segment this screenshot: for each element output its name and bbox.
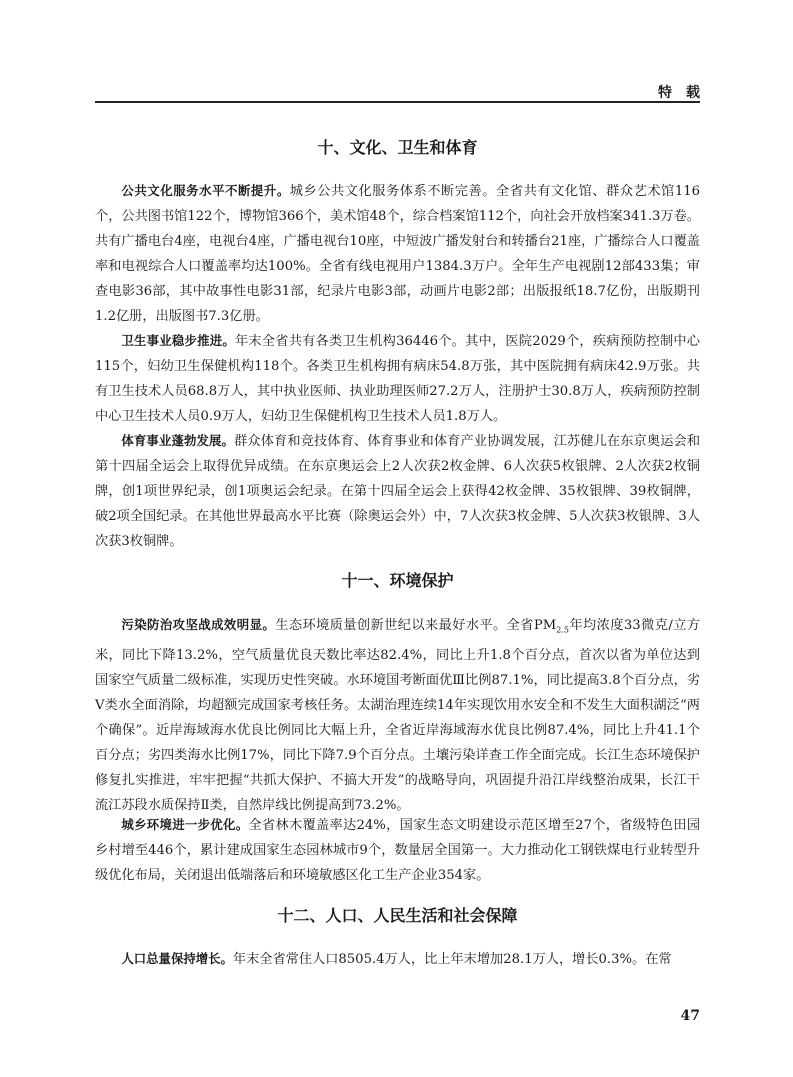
paragraph-health: [95, 328, 700, 429]
paragraph-body-a: 生态环境质量创新世纪以来最好水平。全省PM: [275, 618, 557, 633]
paragraph-body-b: 年均浓度33微克/立方米，同比下降13.2%，空气质量优良天数比率达82.4%，同比上升1.8个百分点，首次以省为单位达到国家空气质量二级标准，实现历史性突破。水环境国考断面优Ⅲ比例87.1%，同比提高3.8个百分点，劣V类水全面消除，均超额完成国家考核任务。太湖治理连续14年实现饮用水安全和不发生大面积湖泛“两个确保”。近岸海域海水优良比例同比大幅上升，全省近岸海域海水优良比例87.4%，同比上升41.1个百分点；劣四类海水比例17%，同比下降7.9个百分点。土壤污染详查工作全面完成。长江生态环境保护修复扎实推进，牢牢把握“共抓大保护、不搞大开发”的战略导向，巩固提升沿江岸线整治成果，长江干流江苏段水质保持Ⅱ类，自然岸线比例提高到73.2%。: [95, 618, 701, 813]
paragraph-public-culture: [95, 178, 700, 329]
paragraph-body: 年末全省常住人口8505.4万人，比上年末增加28.1万人，增长0.3%。在常: [232, 952, 672, 967]
paragraph-lead: 城乡环境进一步优化。: [121, 817, 249, 832]
paragraph-population: [95, 946, 700, 972]
section-title-culture-health-sports: 十、文化、卫生和体育: [317, 138, 478, 157]
pm-subscript: 2.5: [556, 625, 570, 635]
paragraph-body: 城乡公共文化服务体系不断完善。全省共有文化馆、群众艺术馆116个，公共图书馆122个，博物馆366个，美术馆48个，综合档案馆112个，向社会开放档案341.3万卷。共有广播电台4座，电视台4座，广播电视台10座，中短波广播发射台和转播台21座，广播综合人口覆盖率和电视综合人口覆盖率均达100%。全省有线电视用户1384.3万户。全年生产电视剧12部433集；审查电影36部，其中故事性电影31部，纪录片电影3部，动画片电影2部；出版报纸18.7亿份，出版期刊1.2亿册，出版图书7.3亿册。: [95, 184, 700, 324]
paragraph-urban-rural-environment: [95, 812, 700, 888]
header-rule: [95, 101, 700, 103]
section-title-population-livelihood: 十二、人口、人民生活和社会保障: [277, 906, 518, 925]
page-number: 47: [680, 1008, 700, 1024]
paragraph-sports: [95, 428, 700, 554]
paragraph-lead: 污染防治攻坚战成效明显。: [121, 617, 276, 632]
paragraph-lead: 人口总量保持增长。: [121, 951, 233, 966]
paragraph-lead: 公共文化服务水平不断提升。: [121, 183, 290, 198]
paragraph-body: 群众体育和竞技体育、体育事业和体育产业协调发展，江苏健儿在东京奥运会和第十四届全运会上取得优异成绩。在东京奥运会上2人次获2枚金牌、6人次获5枚银牌、2人次获2枚铜牌，创1项世界纪录，创1项奥运会纪录。在第十四届全运会上获得42枚金牌、35枚银牌、39枚铜牌，破2项全国纪录。在其他世界最高水平比赛（除奥运会外）中，7人次获3枚金牌、5人次获3枚银牌、3人次获3枚铜牌。: [95, 434, 701, 549]
paragraph-body: 年末全省共有各类卫生机构36446个。其中，医院2029个，疾病预防控制中心115个，妇幼卫生保健机构118个。各类卫生机构拥有病床54.8万张，其中医院拥有病床42.9万张。共有卫生技术人员68.8万人，其中执业医师、执业助理医师27.2万人，注册护士30.8万人，疾病预防控制中心卫生技术人员0.9万人，妇幼卫生保健机构卫生技术人员1.8万人。: [95, 334, 700, 424]
paragraph-lead: 卫生事业稳步推进。: [121, 333, 236, 348]
running-header-section-label: 特载: [658, 85, 714, 101]
paragraph-pollution-control: [95, 612, 700, 818]
paragraph-body: 全省林木覆盖率达24%，国家生态文明建设示范区增至27个，省级特色田园乡村增至446个，累计建成国家生态园林城市9个，数量居全国第一。大力推动化工钢铁煤电行业转型升级优化布局，关闭退出低端落后和环境敏感区化工生产企业354家。: [95, 818, 701, 883]
paragraph-lead: 体育事业蓬勃发展。: [121, 433, 235, 448]
section-title-environment: 十一、环境保护: [341, 571, 454, 590]
